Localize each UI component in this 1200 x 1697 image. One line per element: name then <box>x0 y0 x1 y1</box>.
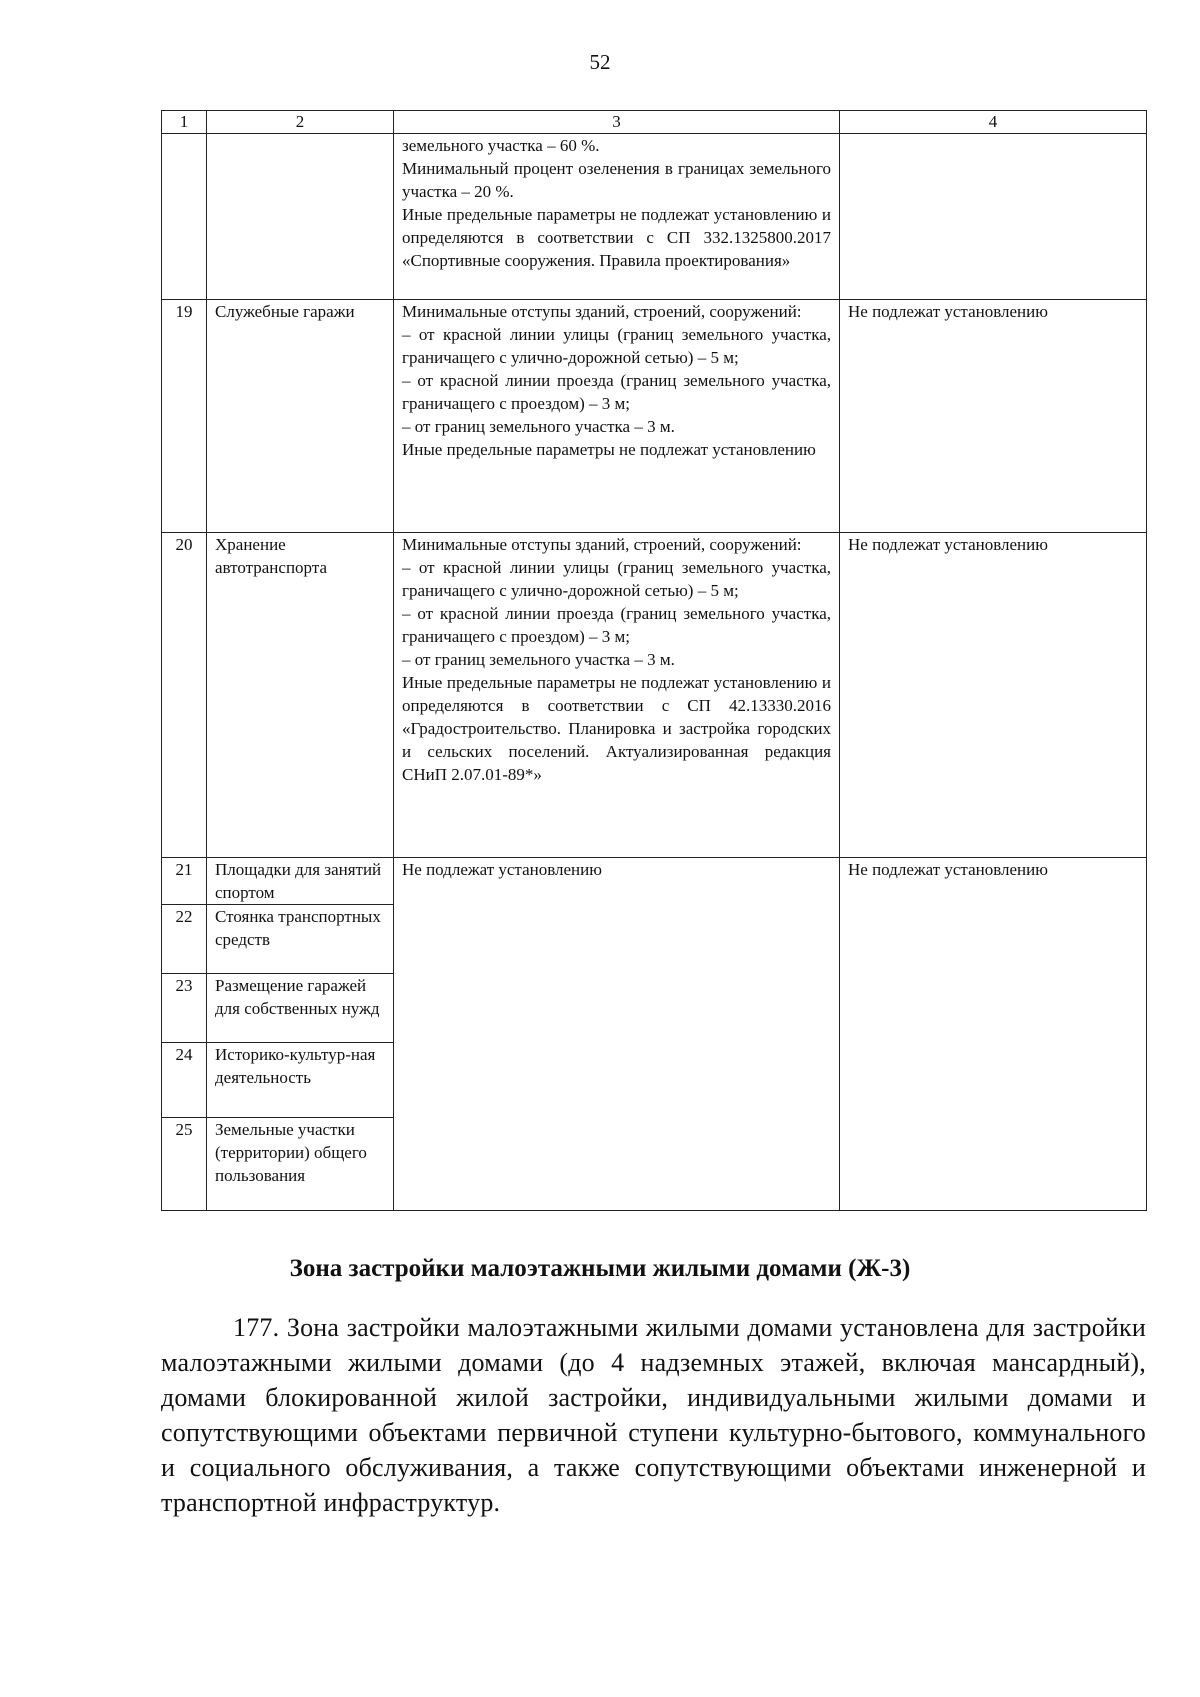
restrictions-cell <box>840 134 1147 300</box>
parameter-line: – от красной линии проезда (границ земельного участка, граничащего с проездом) – 3 м; <box>402 371 831 413</box>
table-header-row <box>162 111 1147 134</box>
parameter-line: – от красной линии улицы (границ земельного участка, граничащего с улично-дорожной сетью) – 5 м; <box>402 558 831 600</box>
parameter-line: – от красной линии улицы (границ земельного участка, граничащего с улично-дорожной сетью) – 5 м; <box>402 325 831 367</box>
parameters-cell <box>394 300 840 533</box>
restrictions-cell: Не подлежат установлению <box>840 858 1147 1211</box>
table-row <box>162 300 1147 533</box>
column-header: 2 <box>207 111 394 134</box>
use-type-cell: Земельные участки (территории) общего пользования <box>207 1118 394 1211</box>
use-type-cell: Стоянка транспортных средств <box>207 905 394 974</box>
parameter-line: Минимальные отступы зданий, строений, сооружений: <box>402 535 802 554</box>
row-number-cell: 20 <box>162 533 207 858</box>
row-number-cell: 24 <box>162 1043 207 1118</box>
parameters-cell: Не подлежат установлению <box>394 858 840 1211</box>
restrictions-cell: Не подлежат установлению <box>840 300 1147 533</box>
row-number-cell: 25 <box>162 1118 207 1211</box>
use-type-cell <box>207 134 394 300</box>
column-header: 4 <box>840 111 1147 134</box>
parameter-line: Минимальные отступы зданий, строений, сооружений: <box>402 302 802 321</box>
restrictions-cell: Не подлежат установлению <box>840 533 1147 858</box>
parameter-line: – от границ земельного участка – 3 м. <box>402 650 675 669</box>
body-paragraph: 177. Зона застройки малоэтажными жилыми домами установлена для застройки малоэтажными жилыми домами (до 4 надземных этажей, включая мансардный), домами блокированной жилой застройки, индивидуальными жилыми домами и сопутствующими объектами первичной ступени культурно-бытового, коммунального и социального обслуживания, а также сопутствующими объектами инженерной и транспортной инфраструктур. <box>161 1313 1146 1517</box>
section-heading: Зона застройки малоэтажными жилыми домами (Ж-3) <box>289 1255 911 1282</box>
parameters-cell <box>394 134 840 300</box>
row-number-cell: 23 <box>162 974 207 1043</box>
row-number-cell <box>162 134 207 300</box>
table-row <box>162 858 1147 905</box>
table-row <box>162 533 1147 858</box>
parameter-line: Минимальный процент озеленения в границах земельного участка – 20 %. <box>402 159 831 201</box>
column-header: 1 <box>162 111 207 134</box>
use-type-cell: Площадки для занятий спортом <box>207 858 394 905</box>
parameter-line: земельного участка – 60 %. <box>402 136 600 155</box>
row-number-cell: 22 <box>162 905 207 974</box>
parameters-cell <box>394 533 840 858</box>
parameter-line: Иные предельные параметры не подлежат установлению и определяются в соответствии с СП 332.1325800.2017 «Спортивные сооружения. Правила проектирования» <box>402 205 831 270</box>
page-number: 52 <box>589 50 611 74</box>
parameter-line: – от границ земельного участка – 3 м. <box>402 417 675 436</box>
column-header: 3 <box>394 111 840 134</box>
table-row <box>162 134 1147 300</box>
use-type-cell: Хранение автотранспорта <box>207 533 394 858</box>
use-type-cell: Размещение гаражей для собственных нужд <box>207 974 394 1043</box>
parameter-line: Иные предельные параметры не подлежат установлению <box>402 440 816 459</box>
row-number-cell: 19 <box>162 300 207 533</box>
use-type-cell: Историко-культур-ная деятельность <box>207 1043 394 1118</box>
regulations-table <box>161 110 1147 1211</box>
parameter-line: – от красной линии проезда (границ земельного участка, граничащего с проездом) – 3 м; <box>402 604 831 646</box>
use-type-cell: Служебные гаражи <box>207 300 394 533</box>
parameter-line: Иные предельные параметры не подлежат установлению и определяются в соответствии с СП 42.13330.2016 «Градостроительство. Планировка и застройка городских и сельских поселений. Актуализированная редакция СНиП 2.07.01-89*» <box>402 673 831 784</box>
row-number-cell: 21 <box>162 858 207 905</box>
